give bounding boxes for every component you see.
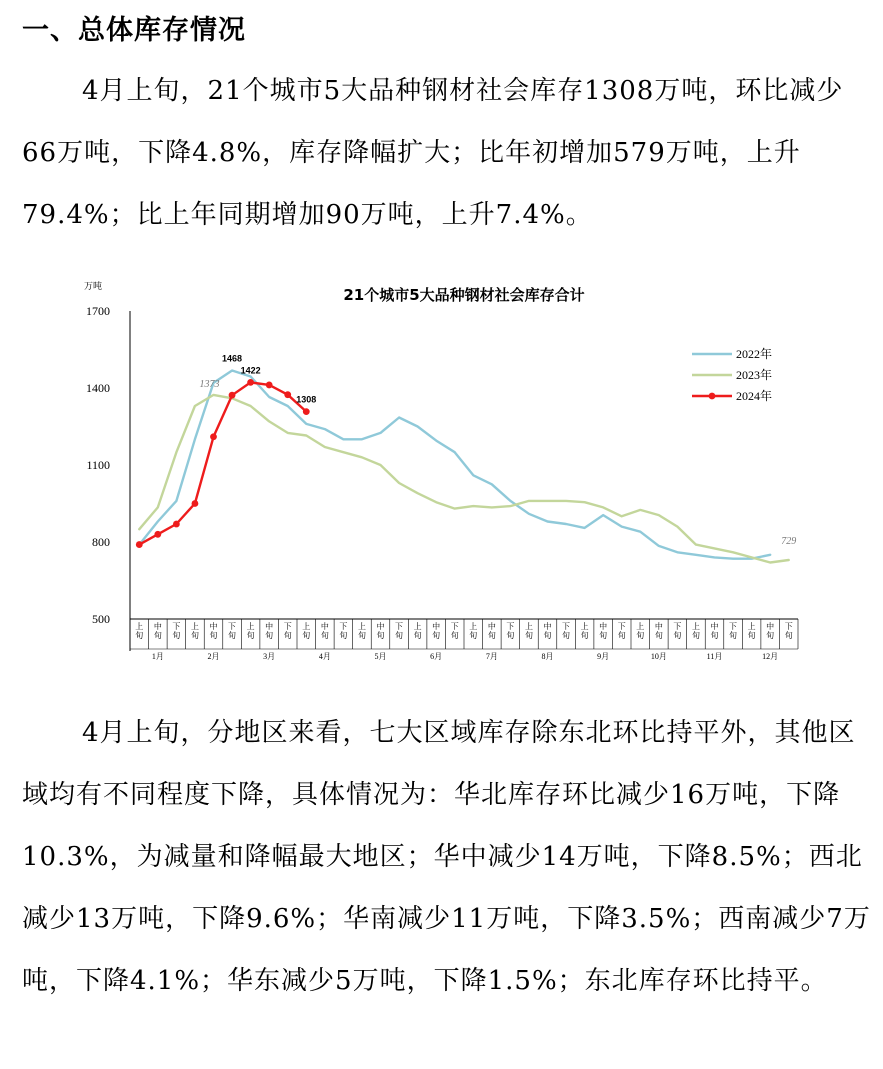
series-marker-2024年 (136, 541, 143, 548)
x-period-label: 中 (599, 622, 608, 631)
x-month-label: 3月 (263, 652, 276, 661)
x-month-label: 5月 (374, 652, 387, 661)
x-month-label: 4月 (318, 652, 331, 661)
inventory-line-chart (70, 270, 810, 670)
y-axis-unit: 万吨 (84, 282, 103, 292)
x-period-label: 上 (691, 622, 700, 631)
x-period-label: 旬 (190, 631, 199, 640)
series-marker-2024年 (229, 392, 236, 399)
x-period-label: 旬 (153, 631, 162, 640)
x-period-label: 下 (339, 622, 348, 631)
data-label: 1308 (296, 394, 317, 405)
x-period-label: 中 (766, 622, 775, 631)
x-period-label: 旬 (376, 631, 385, 640)
x-period-label: 旬 (729, 631, 738, 640)
paragraph-regional: 4月上旬，分地区来看，七大区域库存除东北环比持平外，其他区域均有不同程度下降，具体情况为：华北库存环比减少16万吨，下降10.3%，为减量和降幅最大地区；华中减少14万吨，下降8.5%；西北减少13万吨，下降9.6%；华南减少11万吨，下降3.5%；西南减少7万吨，下降4.1%；华东减少5万吨，下降1.5%；东北库存环比持平。 (22, 718, 871, 996)
series-marker-2024年 (192, 500, 199, 507)
x-period-label: 旬 (265, 631, 274, 640)
x-period-label: 下 (617, 622, 626, 631)
series-marker-2024年 (173, 521, 180, 528)
x-period-label: 中 (543, 622, 552, 631)
x-period-label: 旬 (636, 631, 645, 640)
x-month-label: 6月 (430, 652, 443, 661)
y-tick-label: 1400 (86, 381, 110, 395)
paragraph-summary: 4月上旬，21个城市5大品种钢材社会库存1308万吨，环比减少66万吨，下降4.8%，库存降幅扩大；比年初增加579万吨，上升79.4%；比上年同期增加90万吨，上升7.4%。 (22, 76, 844, 230)
x-period-label: 旬 (766, 631, 775, 640)
x-period-label: 旬 (172, 631, 181, 640)
x-period-label: 上 (747, 622, 756, 631)
section-heading: 一、总体库存情况 (22, 15, 246, 46)
x-period-label: 下 (395, 622, 404, 631)
x-period-label: 旬 (395, 631, 404, 640)
chart-svg (70, 270, 810, 670)
x-period-label: 中 (710, 622, 719, 631)
x-month-label: 1月 (151, 652, 164, 661)
x-period-label: 上 (580, 622, 589, 631)
legend-label: 2024年 (736, 389, 773, 403)
x-period-label: 旬 (302, 631, 311, 640)
data-label: 1422 (240, 365, 261, 376)
x-period-label: 旬 (450, 631, 459, 640)
x-period-label: 上 (636, 622, 645, 631)
series-marker-2024年 (247, 379, 254, 386)
x-period-label: 旬 (784, 631, 793, 640)
series-marker-2024年 (210, 433, 217, 440)
x-period-label: 上 (357, 622, 366, 631)
series-marker-2024年 (284, 391, 291, 398)
series-line-2024年 (139, 382, 306, 544)
series-marker-2024年 (154, 531, 161, 538)
x-period-label: 旬 (135, 631, 144, 640)
x-period-label: 旬 (228, 631, 237, 640)
x-period-label: 旬 (747, 631, 756, 640)
x-period-label: 旬 (617, 631, 626, 640)
x-period-label: 下 (450, 622, 459, 631)
x-period-label: 下 (228, 622, 237, 631)
x-period-label: 旬 (710, 631, 719, 640)
x-period-label: 旬 (469, 631, 478, 640)
x-period-label: 下 (729, 622, 738, 631)
x-period-label: 下 (562, 622, 571, 631)
x-period-label: 旬 (543, 631, 552, 640)
x-period-label: 上 (246, 622, 255, 631)
x-month-label: 9月 (597, 652, 610, 661)
x-period-label: 旬 (562, 631, 571, 640)
x-period-label: 旬 (357, 631, 366, 640)
x-period-label: 上 (413, 622, 422, 631)
x-period-label: 下 (506, 622, 515, 631)
legend-label: 2022年 (736, 347, 773, 361)
x-period-label: 旬 (524, 631, 533, 640)
x-period-label: 中 (376, 622, 385, 631)
x-period-label: 下 (283, 622, 292, 631)
y-tick-label: 1100 (86, 458, 110, 472)
series-marker-2024年 (303, 408, 310, 415)
y-tick-label: 500 (92, 612, 110, 626)
x-period-label: 中 (432, 622, 441, 631)
x-period-label: 上 (135, 622, 144, 631)
x-period-label: 中 (654, 622, 663, 631)
x-period-label: 上 (524, 622, 533, 631)
x-period-label: 上 (302, 622, 311, 631)
x-month-label: 10月 (650, 652, 667, 661)
data-label: 1373 (199, 378, 220, 390)
legend-label: 2023年 (736, 368, 773, 382)
x-period-label: 下 (784, 622, 793, 631)
x-period-label: 中 (320, 622, 329, 631)
x-period-label: 下 (172, 622, 181, 631)
data-label: 1468 (222, 353, 243, 364)
x-period-label: 旬 (691, 631, 700, 640)
series-marker-2024年 (266, 382, 273, 389)
legend-marker-2024年 (709, 393, 716, 400)
x-period-label: 旬 (599, 631, 608, 640)
x-period-label: 中 (153, 622, 162, 631)
x-period-label: 旬 (487, 631, 496, 640)
x-period-label: 上 (190, 622, 199, 631)
x-period-label: 旬 (246, 631, 255, 640)
x-period-label: 旬 (320, 631, 329, 640)
x-period-label: 旬 (673, 631, 682, 640)
x-period-label: 下 (673, 622, 682, 631)
y-tick-label: 1700 (86, 304, 110, 318)
x-period-label: 旬 (413, 631, 422, 640)
x-period-label: 旬 (580, 631, 589, 640)
x-month-label: 7月 (485, 652, 498, 661)
chart-title: 21个城市5大品种钢材社会库存合计 (343, 286, 585, 304)
x-period-label: 旬 (339, 631, 348, 640)
x-period-label: 旬 (209, 631, 218, 640)
x-period-label: 中 (209, 622, 218, 631)
x-period-label: 旬 (283, 631, 292, 640)
x-period-label: 中 (487, 622, 496, 631)
x-period-label: 中 (265, 622, 274, 631)
series-line-2023年 (139, 395, 788, 563)
x-month-label: 12月 (762, 652, 779, 661)
x-month-label: 8月 (541, 652, 554, 661)
x-month-label: 11月 (706, 652, 723, 661)
data-label: 729 (781, 535, 797, 547)
y-tick-label: 800 (92, 535, 110, 549)
x-period-label: 旬 (654, 631, 663, 640)
x-month-label: 2月 (207, 652, 220, 661)
x-period-label: 旬 (432, 631, 441, 640)
x-period-label: 上 (469, 622, 478, 631)
x-period-label: 旬 (506, 631, 515, 640)
